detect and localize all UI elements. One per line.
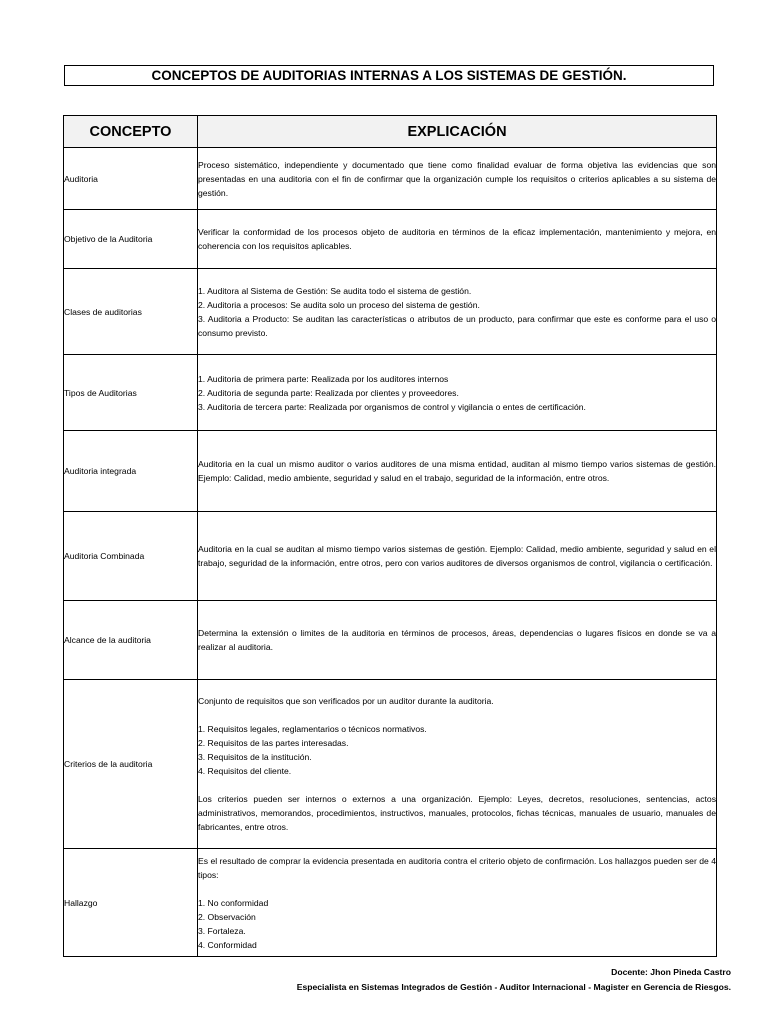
concept-cell: Tipos de Auditorias xyxy=(64,355,198,431)
concept-cell: Objetivo de la Auditoria xyxy=(64,210,198,269)
list-item: 3. Auditoria de tercera parte: Realizada por organismos de control y vigilancia o entes de certificación. xyxy=(198,401,586,412)
table-row xyxy=(64,680,717,849)
list-item: 3. Requisitos de la institución. xyxy=(198,752,312,762)
list-item: 3. Auditoria a Producto: Se auditan las características o atributos de un producto, para confirmar que este es conforme para el uso o consumo previsto. xyxy=(198,313,716,338)
list-item: 1. No conformidad xyxy=(198,897,269,908)
hallazgo-intro: Es el resultado de comprar la evidencia presentada en auditoria contra el criterio objeto de confirmación. Los hallazgos pueden ser de 4 tipos: xyxy=(198,855,716,880)
page-title: CONCEPTOS DE AUDITORIAS INTERNAS A LOS SISTEMAS DE GESTIÓN. xyxy=(64,65,714,86)
header-concept: CONCEPTO xyxy=(64,116,198,148)
list-item: 1. Requisitos legales, reglamentarios o técnicos normativos. xyxy=(198,724,427,734)
list-item: 4. Requisitos del cliente. xyxy=(198,766,292,776)
explanation-cell: Proceso sistemático, independiente y documentado que tiene como finalidad evaluar de forma objetiva las evidencias que son presentadas en una auditoria con el fin de confirmar que la organización cumple los requisitos o criterios aplicables a su sistema de gestión. xyxy=(198,148,717,210)
table-row xyxy=(64,210,717,269)
explanation-cell: Determina la extensión o limites de la auditoria en términos de procesos, áreas, dependencias o lugares físicos en donde se va a realizar al auditoria. xyxy=(198,601,717,680)
table-row xyxy=(64,355,717,431)
concept-cell: Hallazgo xyxy=(64,849,198,957)
explanation-cell xyxy=(198,849,717,957)
concepts-table xyxy=(63,115,717,957)
concept-cell: Auditoria xyxy=(64,148,198,210)
footer-credentials: Especialista en Sistemas Integrados de Gestión - Auditor Internacional - Magister en Gerencia de Riesgos. xyxy=(296,982,731,992)
criteria-intro: Conjunto de requisitos que son verificados por un auditor durante la auditoria. xyxy=(198,696,494,706)
table-header-row xyxy=(64,116,717,148)
list-item: 4. Conformidad xyxy=(198,939,257,950)
explanation-cell: Auditoria en la cual un mismo auditor o varios auditores de una misma entidad, auditan al mismo tiempo varios sistemas de gestión. Ejemplo: Calidad, medio ambiente, seguridad y salud en el trabajo, seguridad de la información, entre otros. xyxy=(198,431,717,512)
list-item: 1. Auditora al Sistema de Gestión: Se audita todo el sistema de gestión. xyxy=(198,285,472,296)
list-item: 2. Auditoria de segunda parte: Realizada por clientes y proveedores. xyxy=(198,387,459,398)
list-item: 2. Observación xyxy=(198,911,256,922)
concept-cell: Alcance de la auditoria xyxy=(64,601,198,680)
table-row xyxy=(64,269,717,355)
explanation-cell xyxy=(198,355,717,431)
concept-cell: Auditoria Combinada xyxy=(64,512,198,601)
explanation-cell xyxy=(198,680,717,849)
table-row xyxy=(64,601,717,680)
table-row xyxy=(64,512,717,601)
explanation-cell: Verificar la conformidad de los procesos objeto de auditoria en términos de la eficaz implementación, mantenimiento y mejora, en coherencia con los requisitos aplicables. xyxy=(198,210,717,269)
list-item: 2. Auditoria a procesos: Se audita solo un proceso del sistema de gestión. xyxy=(198,299,480,310)
list-item: 3. Fortaleza. xyxy=(198,925,246,936)
table-row xyxy=(64,849,717,957)
header-explanation: EXPLICACIÓN xyxy=(198,116,717,148)
table-row xyxy=(64,431,717,512)
explanation-cell: Auditoria en la cual se auditan al mismo tiempo varios sistemas de gestión. Ejemplo: Calidad, medio ambiente, seguridad y salud en el trabajo, seguridad de la información, entre otros, pero con varios auditores de diversos organismos de control, vigilancia o certificación. xyxy=(198,512,717,601)
list-item: 1. Auditoria de primera parte: Realizada por los auditores internos xyxy=(198,373,449,384)
table-row xyxy=(64,148,717,210)
footer-teacher: Docente: Jhon Pineda Castro xyxy=(611,967,731,977)
concept-cell: Auditoria integrada xyxy=(64,431,198,512)
concept-cell: Clases de auditorias xyxy=(64,269,198,355)
list-item: 2. Requisitos de las partes interesadas. xyxy=(198,738,349,748)
concept-cell: Criterios de la auditoria xyxy=(64,680,198,849)
explanation-cell xyxy=(198,269,717,355)
criteria-outro: Los criterios pueden ser internos o externos a una organización. Ejemplo: Leyes, decretos, resoluciones, sentencias, actos administrativos, memorandos, procedimientos, instructivos, manuales, protocolos, fichas técnicas, manuales de usuario, manuales de fabricantes, entre otros. xyxy=(198,794,716,832)
